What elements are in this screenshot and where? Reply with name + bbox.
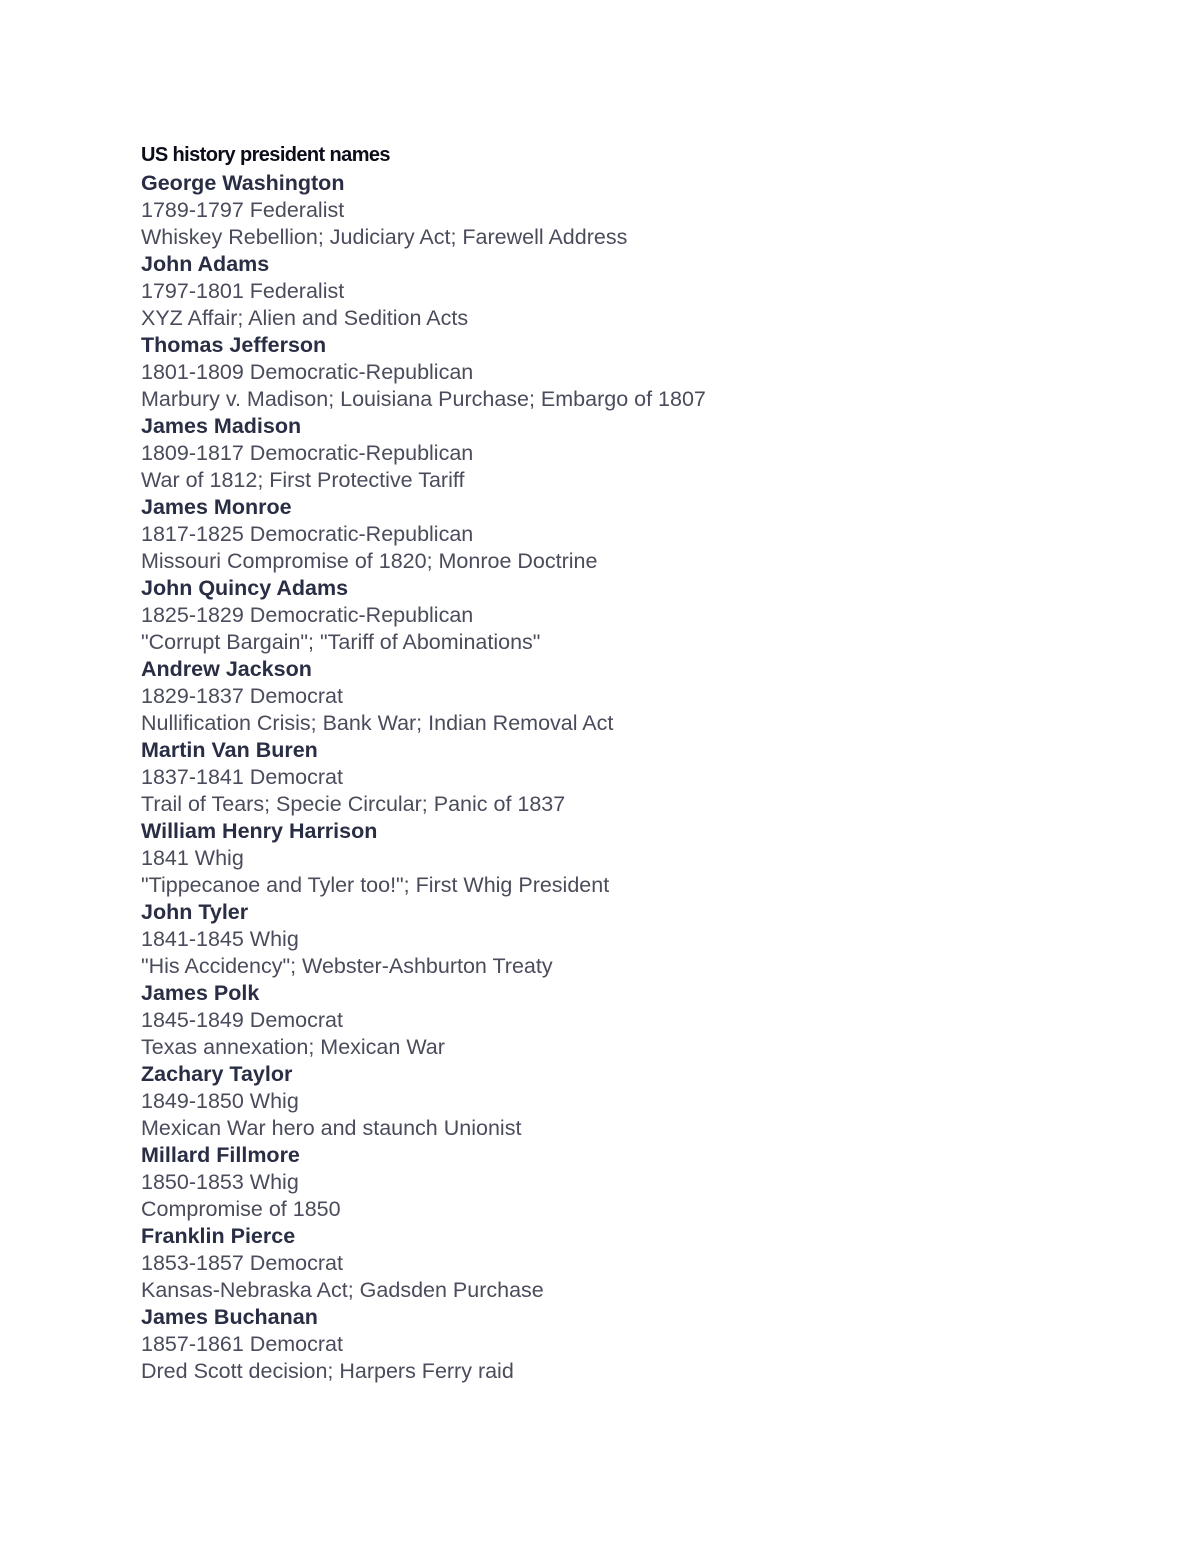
president-entry	[141, 1223, 1101, 1304]
president-name: James Monroe	[141, 495, 292, 519]
president-name: James Buchanan	[141, 1305, 318, 1329]
president-name: John Quincy Adams	[141, 576, 349, 600]
president-term: 1837-1841 Democrat	[141, 765, 343, 789]
president-entry	[141, 1061, 1101, 1142]
president-name: Martin Van Buren	[141, 738, 318, 762]
president-name: James Madison	[141, 414, 302, 438]
president-term: 1841 Whig	[141, 846, 244, 870]
president-name: James Polk	[141, 981, 260, 1005]
president-name: John Tyler	[141, 900, 249, 924]
president-term: 1850-1853 Whig	[141, 1170, 299, 1194]
president-events: "His Accidency"; Webster-Ashburton Treaty	[141, 954, 553, 978]
president-events: Nullification Crisis; Bank War; Indian Removal Act	[141, 711, 614, 735]
president-term: 1825-1829 Democratic-Republican	[141, 603, 474, 627]
president-term: 1829-1837 Democrat	[141, 684, 343, 708]
president-term: 1797-1801 Federalist	[141, 279, 345, 303]
president-list	[141, 170, 1101, 1385]
president-events: War of 1812; First Protective Tariff	[141, 468, 465, 492]
president-name: Zachary Taylor	[141, 1062, 293, 1086]
president-entry	[141, 980, 1101, 1061]
president-events: Kansas-Nebraska Act; Gadsden Purchase	[141, 1278, 544, 1302]
president-events: "Corrupt Bargain"; "Tariff of Abominations"	[141, 630, 541, 654]
president-term: 1817-1825 Democratic-Republican	[141, 522, 474, 546]
president-name: John Adams	[141, 252, 270, 276]
president-events: Missouri Compromise of 1820; Monroe Doctrine	[141, 549, 598, 573]
document-title: US history president names	[141, 144, 390, 166]
president-entry	[141, 818, 1101, 899]
president-term: 1845-1849 Democrat	[141, 1008, 343, 1032]
president-entry	[141, 899, 1101, 980]
president-name: Thomas Jefferson	[141, 333, 327, 357]
president-events: Marbury v. Madison; Louisiana Purchase; Embargo of 1807	[141, 387, 706, 411]
president-entry	[141, 575, 1101, 656]
president-term: 1853-1857 Democrat	[141, 1251, 343, 1275]
president-name: Franklin Pierce	[141, 1224, 296, 1248]
president-name: Andrew Jackson	[141, 657, 312, 681]
president-entry	[141, 494, 1101, 575]
president-entry	[141, 332, 1101, 413]
president-entry	[141, 251, 1101, 332]
president-entry	[141, 1142, 1101, 1223]
president-term: 1789-1797 Federalist	[141, 198, 345, 222]
president-term: 1857-1861 Democrat	[141, 1332, 343, 1356]
president-events: Compromise of 1850	[141, 1197, 341, 1221]
president-term: 1801-1809 Democratic-Republican	[141, 360, 474, 384]
president-events: XYZ Affair; Alien and Sedition Acts	[141, 306, 469, 330]
president-events: "Tippecanoe and Tyler too!"; First Whig President	[141, 873, 610, 897]
president-events: Dred Scott decision; Harpers Ferry raid	[141, 1359, 514, 1383]
president-events: Whiskey Rebellion; Judiciary Act; Farewell Address	[141, 225, 628, 249]
document-content	[141, 141, 1101, 1385]
president-name: George Washington	[141, 171, 345, 195]
president-term: 1849-1850 Whig	[141, 1089, 299, 1113]
president-entry	[141, 656, 1101, 737]
president-entry	[141, 1304, 1101, 1385]
president-entry	[141, 170, 1101, 251]
president-name: Millard Fillmore	[141, 1143, 300, 1167]
president-entry	[141, 413, 1101, 494]
president-name: William Henry Harrison	[141, 819, 378, 843]
president-term: 1809-1817 Democratic-Republican	[141, 441, 474, 465]
president-events: Texas annexation; Mexican War	[141, 1035, 445, 1059]
president-events: Trail of Tears; Specie Circular; Panic of 1837	[141, 792, 566, 816]
president-events: Mexican War hero and staunch Unionist	[141, 1116, 522, 1140]
president-entry	[141, 737, 1101, 818]
president-term: 1841-1845 Whig	[141, 927, 299, 951]
